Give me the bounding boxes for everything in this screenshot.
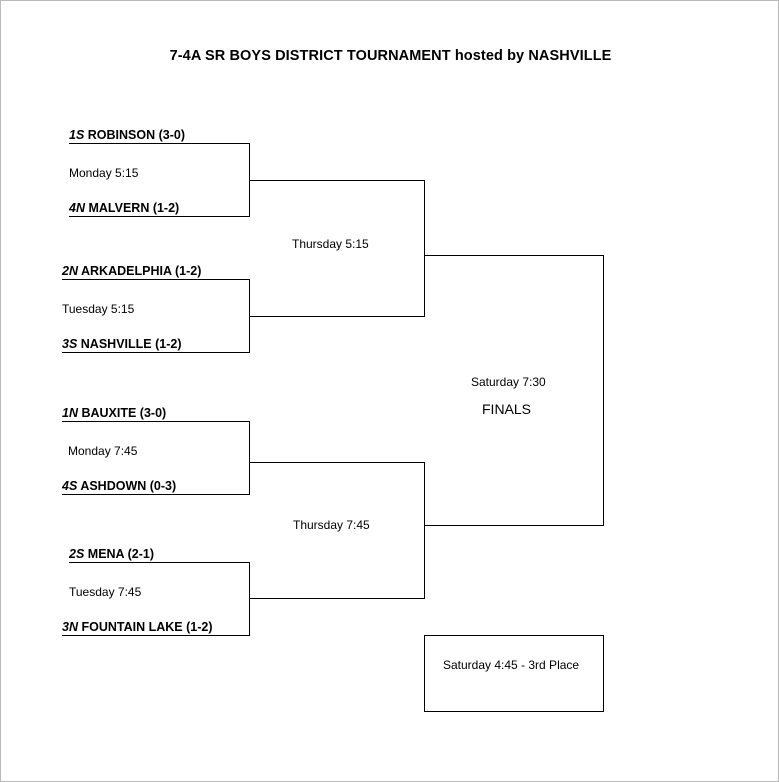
- bracket-line: [424, 255, 604, 256]
- bracket-line: [603, 255, 604, 526]
- bracket-line: [603, 635, 604, 712]
- bracket-line: [69, 143, 250, 144]
- game-time: Thursday 5:15: [292, 237, 369, 251]
- team-seed: 1N: [62, 406, 78, 420]
- bracket-line: [62, 635, 250, 636]
- bracket-line: [424, 180, 425, 317]
- team-name: ARKADELPHIA (1-2): [81, 264, 202, 278]
- finals-time: Saturday 7:30: [471, 375, 546, 389]
- team-name: MENA (2-1): [87, 547, 154, 561]
- bracket-line: [62, 352, 250, 353]
- team-label: [62, 620, 212, 634]
- bracket-line: [69, 216, 250, 217]
- bracket-line: [62, 279, 250, 280]
- team-name: NASHVILLE (1-2): [80, 337, 182, 351]
- team-label: [62, 479, 176, 493]
- game-time: Monday 7:45: [68, 444, 138, 458]
- team-seed: 2S: [69, 547, 85, 561]
- team-seed: 1S: [69, 128, 85, 142]
- team-name: ASHDOWN (0-3): [80, 479, 177, 493]
- team-label: [62, 264, 201, 278]
- bracket-line: [249, 598, 425, 599]
- bracket-line: [424, 462, 425, 599]
- bracket-line: [69, 562, 250, 563]
- team-label: [69, 547, 154, 561]
- team-name: BAUXITE (3-0): [81, 406, 167, 420]
- game-time: Monday 5:15: [69, 166, 139, 180]
- third-place-time: Saturday 4:45 - 3rd Place: [443, 658, 580, 672]
- bracket-line: [62, 421, 250, 422]
- bracket-line: [424, 635, 604, 636]
- team-label: [62, 337, 181, 351]
- team-label: [69, 128, 185, 142]
- bracket-line: [249, 421, 250, 495]
- team-seed: 3N: [62, 620, 78, 634]
- page-title: 7-4A SR BOYS DISTRICT TOURNAMENT hosted by NASHVILLE: [169, 48, 612, 64]
- bracket-line: [249, 462, 425, 463]
- team-label: [62, 406, 166, 420]
- bracket-line: [424, 635, 425, 712]
- bracket-line: [62, 494, 250, 495]
- game-time: Tuesday 7:45: [69, 585, 142, 599]
- bracket-line: [249, 316, 425, 317]
- finals-label: FINALS: [482, 401, 532, 417]
- team-name: MALVERN (1-2): [88, 201, 180, 215]
- game-time: Tuesday 5:15: [62, 302, 135, 316]
- team-name: ROBINSON (3-0): [87, 128, 186, 142]
- bracket-line: [249, 562, 250, 636]
- team-name: FOUNTAIN LAKE (1-2): [81, 620, 213, 634]
- bracket-line: [424, 711, 604, 712]
- bracket-line: [424, 525, 604, 526]
- team-seed: 3S: [62, 337, 78, 351]
- team-label: [69, 201, 179, 215]
- team-seed: 4N: [69, 201, 85, 215]
- bracket-line: [249, 180, 425, 181]
- team-seed: 4S: [62, 479, 78, 493]
- game-time: Thursday 7:45: [293, 518, 370, 532]
- team-seed: 2N: [62, 264, 78, 278]
